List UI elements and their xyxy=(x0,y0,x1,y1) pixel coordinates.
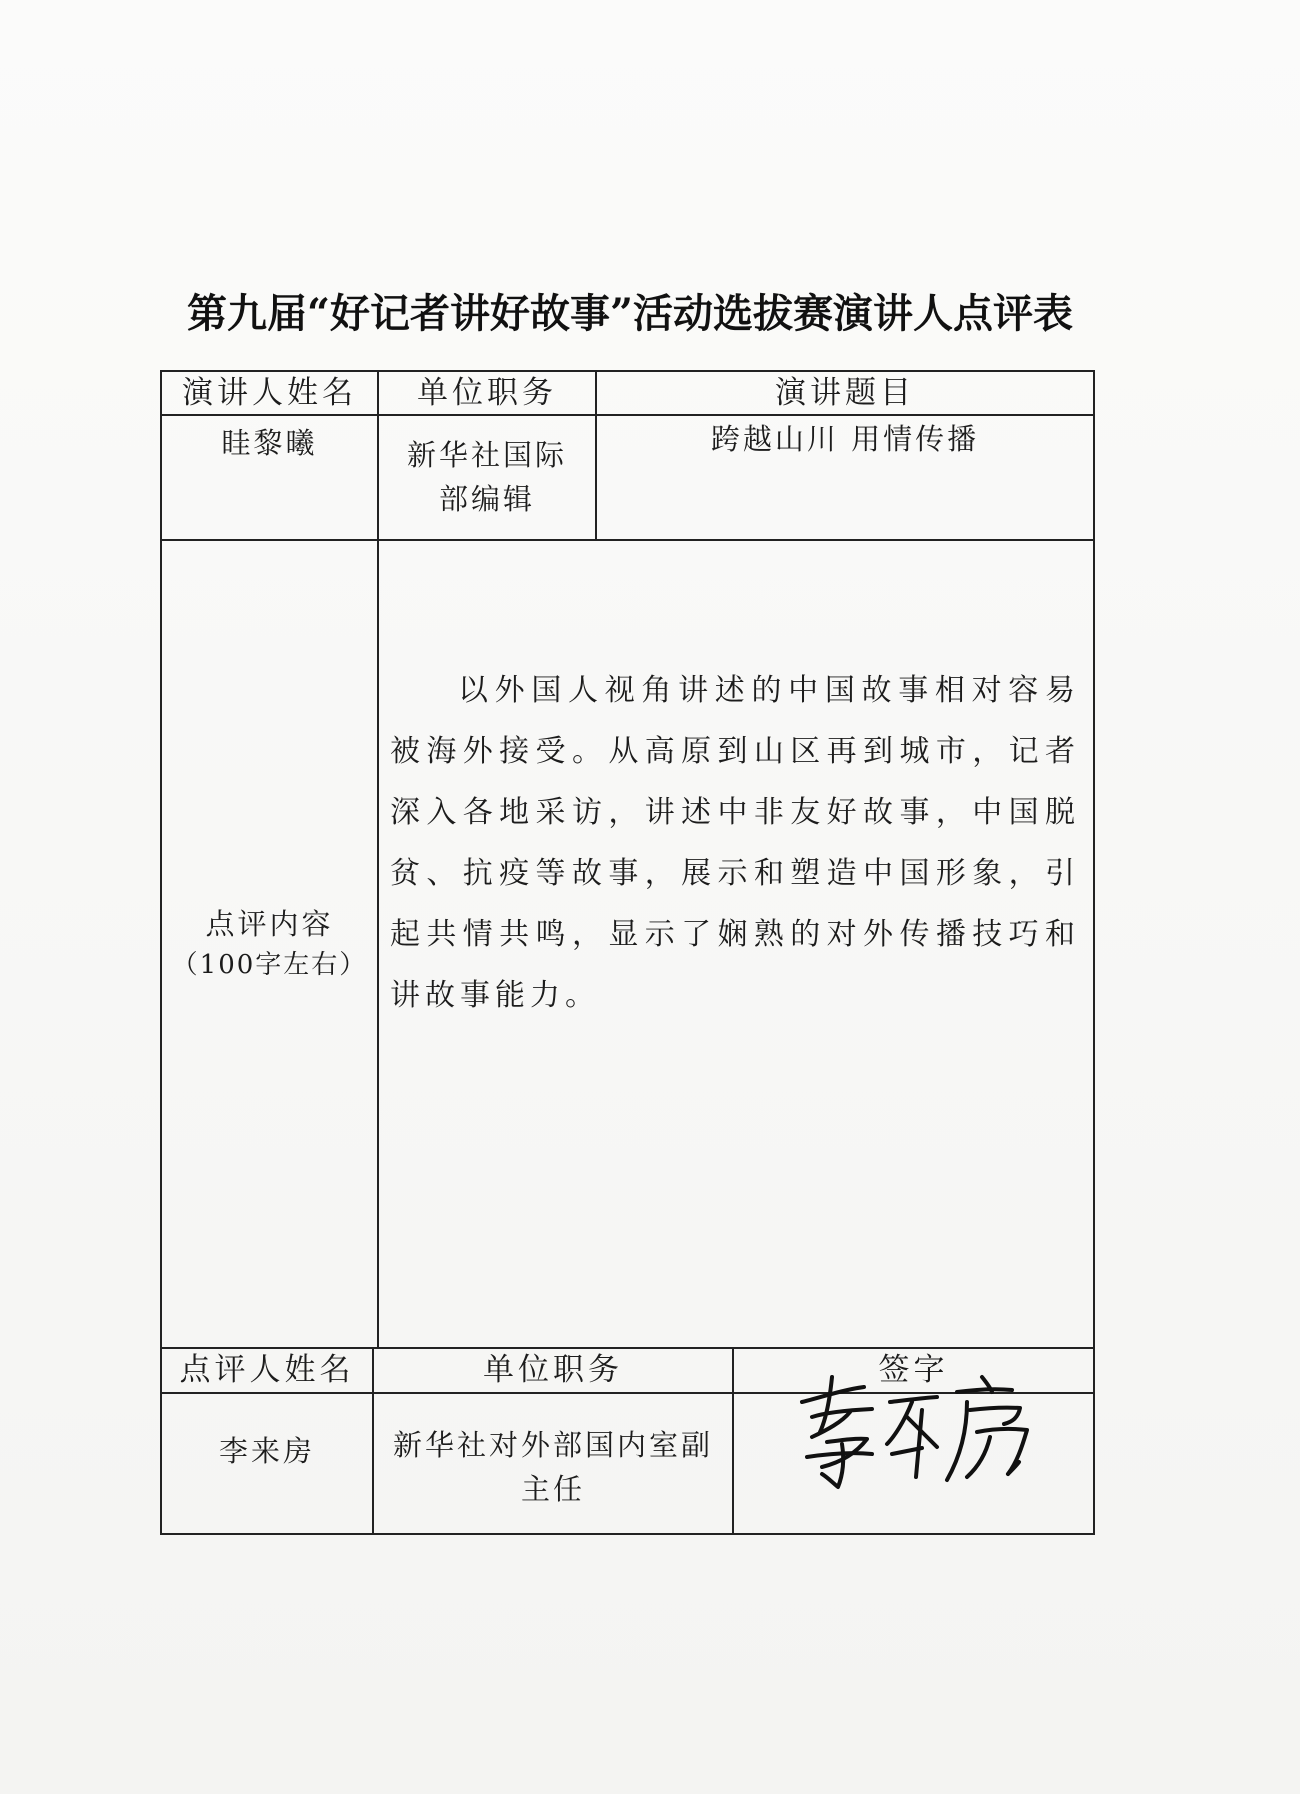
reviewer-position: 新华社对外部国内室副主任 xyxy=(392,1428,713,1506)
header-reviewer-position: 单位职务 xyxy=(483,1352,623,1389)
handwritten-signature xyxy=(772,1362,1072,1502)
comment-content: 以外国人视角讲述的中国故事相对容易被海外接受。从高原到山区再到城市，记者深入各地采访，讲述中非友好故事，中国脱贫、抗疫等故事，展示和塑造中国形象，引起共情共鸣，显示了娴熟的对外传播技巧和讲故事能力。 xyxy=(390,673,1080,1013)
speaker-position: 新华社国际部编辑 xyxy=(406,438,567,516)
header-speaker-name: 演讲人姓名 xyxy=(182,374,357,411)
speaker-name: 眭黎曦 xyxy=(221,426,318,460)
reviewer-name: 李来房 xyxy=(218,1433,315,1468)
speech-topic: 跨越山川 用情传播 xyxy=(710,422,980,456)
header-speaker-position: 单位职务 xyxy=(417,374,557,411)
header-signature: 签字 xyxy=(878,1352,949,1389)
page-title: 第九届“好记者讲好故事”活动选拔赛演讲人点评表 xyxy=(186,290,1073,337)
review-form xyxy=(160,370,1095,1535)
col-divider-1 xyxy=(377,372,379,1347)
comment-label xyxy=(162,541,377,1347)
comment-label-text: 点评内容 xyxy=(205,906,334,941)
comment-label-note: （100字左右） xyxy=(171,950,368,981)
header-reviewer-name: 点评人姓名 xyxy=(179,1352,355,1389)
header-speech-topic: 演讲题目 xyxy=(775,374,915,411)
